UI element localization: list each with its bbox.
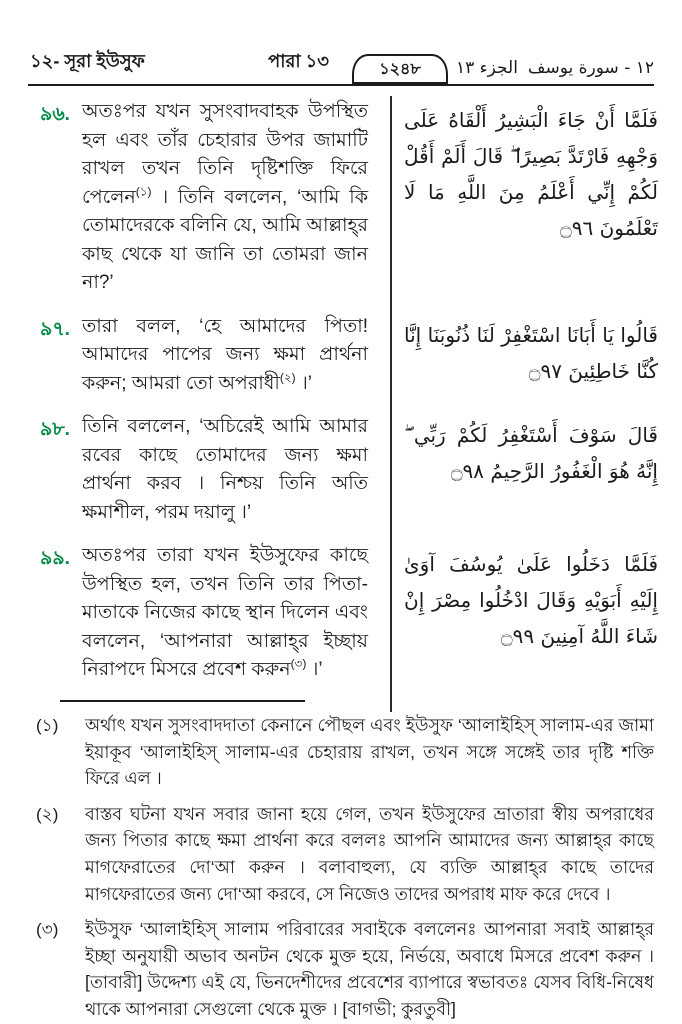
verse-row xyxy=(40,98,658,298)
verse-number: ৯৯. xyxy=(40,548,70,569)
header-para-label: পারা ১৩ xyxy=(268,51,329,71)
verse-bengali-translation: অতঃপর যখন সুসংবাদবাহক উপস্থিত হল এবং তাঁর চেহারার উপর জামাটি রাখল তখন তিনি দৃষ্টিশক্তি ফিরে পেলেন$^{(১)}$ । তিনি বললেন, ‘আমি কি তোমাদেরকে বলিনি যে, আমি আল্লাহ্‌র কাছ থেকে যা জানি তা তোমরা জান না?’ xyxy=(82,101,368,293)
verse-row xyxy=(40,542,658,685)
verse-bengali-translation: তিনি বললেন, ‘অচিরেই আমি আমার রবের কাছে তোমাদের জন্য ক্ষমা প্রার্থনা করব । নিশ্চয় তিনি অতি ক্ষমাশীল, পরম দয়ালু ।’ xyxy=(82,416,368,523)
footnote-marker: (৩) xyxy=(36,920,59,940)
verse-arabic-text: قَالَ سَوْفَ أَسْتَغْفِرُ لَكُمْ رَبِّي ۖ إِنَّهُ هُوَ الْغَفُورُ الرَّحِيمُ ۝٩٨ xyxy=(404,423,658,483)
page-header xyxy=(0,46,682,84)
verse-bengali-translation: তারা বলল, ‘হে আমাদের পিতা! আমাদের পাপের জন্য ক্ষমা প্রার্থনা করুন; আমরা তো অপরাধী$^{(২)}$ ।’ xyxy=(82,315,368,394)
verse-row xyxy=(40,413,658,527)
footnote-separator xyxy=(60,700,305,702)
verse-number: ৯৬. xyxy=(40,104,70,125)
footnote-marker: (১) xyxy=(36,716,59,735)
verse-arabic-text: فَلَمَّا دَخَلُوا عَلَىٰ يُوسُفَ آوَىٰ إِلَيْهِ أَبَوَيْهِ وَقَالَ ادْخُلُوا مِصْرَ إِنْ شَاءَ اللَّهُ آمِنِينَ ۝٩٩ xyxy=(404,552,658,648)
footnote-row xyxy=(36,712,654,792)
header-sura-title-arabic: ١٢ - سورة يوسف xyxy=(527,58,654,78)
verse-arabic-text: قَالُوا يَا أَبَانَا اسْتَغْفِرْ لَنَا ذُنُوبَنَا إِنَّا كُنَّا خَاطِئِينَ ۝٩٧ xyxy=(404,322,658,383)
footnote-row xyxy=(36,801,654,907)
footnote-text: ইউসুফ ‘আলাইহিস্ সালাম পরিবারের সবাইকে বললেনঃ আপনারা সবাই আল্লাহ্‌র ইচ্ছা অনুযায়ী অভাব অনটন থেকে মুক্ত হয়ে, নির্ভয়ে, অবাধে মিসরে প্রবেশ করুন । [তাবারী] উদ্দেশ্য এই যে, ভিনদেশীদের প্রবেশের ব্যাপারে স্বভাবতঃ যেসব বিধি-নিষেধ থাকে আপনারা সেগুলো থেকে মুক্ত । [বাগভী; কুরতুবী] xyxy=(85,919,654,1019)
footnote-text: অর্থাৎ যখন সুসংবাদদাতা কেনানে পৌছল এবং ইউসুফ ‘আলাইহিস্ সালাম-এর জামা ইয়াকূব ‘আলাইহিস্ সালাম-এর চেহারায় রাখল, তখন সঙ্গে সঙ্গেই তার দৃষ্টি শক্তি ফিরে এল । xyxy=(85,715,654,789)
footnotes-area xyxy=(36,712,654,1024)
verse-arabic-text: فَلَمَّا أَنْ جَاءَ الْبَشِيرُ أَلْقَاهُ عَلَى وَجْهِهِ فَارْتَدَّ بَصِيرًا ۖ قَالَ أَلَمْ أَقُلْ لَكُمْ إِنِّي أَعْلَمُ مِنَ اللَّهِ مَا لَا تَعْلَمُونَ ۝٩٦ xyxy=(404,108,658,240)
column-divider xyxy=(390,96,392,712)
footnote-text: বাস্তব ঘটনা যখন সবার জানা হয়ে গেল, তখন ইউসুফের ভ্রাতারা স্বীয় অপরাধের জন্য পিতার কাছে ক্ষমা প্রার্থনা করে বললঃ আপনি আমাদের জন্য আল্লাহ্‌র কাছে মাগফেরাতের দো‘আ করুন । বলাবাহুল্য, যে ব্যক্তি আল্লাহ্‌র কাছে তাদের মাগফেরাতের জন্য দো‘আ করবে, সে নিজেও তাদের অপরাধ মাফ করে দেবে । xyxy=(85,803,654,904)
verse-number: ৯৭. xyxy=(40,318,70,340)
verse-number: ৯৮. xyxy=(40,419,70,440)
footnote-marker: (২) xyxy=(36,804,59,824)
verse-row xyxy=(40,313,658,399)
footnote-reference: (১) xyxy=(135,184,152,199)
header-sura-title-bengali: ১২- সূরা ইউসুফ xyxy=(30,51,145,71)
header-juz-label-arabic: الجزء ١٣ xyxy=(456,58,518,78)
page-number: ১২৪৮ xyxy=(379,60,421,78)
footnote-reference: (৩) xyxy=(290,656,307,671)
page-number-tab xyxy=(352,54,448,84)
verses-area xyxy=(40,98,658,700)
footnote-row xyxy=(36,916,654,1022)
verse-bengali-translation: অতঃপর তারা যখন ইউসুফের কাছে উপস্থিত হল, তখন তিনি তার পিতা-মাতাকে নিজের কাছে স্থান দিলেন এবং বললেন, ‘আপনারা আল্লাহ্‌র ইচ্ছায় নিরাপদে মিসরে প্রবেশ করুন$^{(৩)}$ ।’ xyxy=(82,545,368,680)
header-rule xyxy=(28,84,654,86)
footnote-reference: (২) xyxy=(279,370,296,385)
